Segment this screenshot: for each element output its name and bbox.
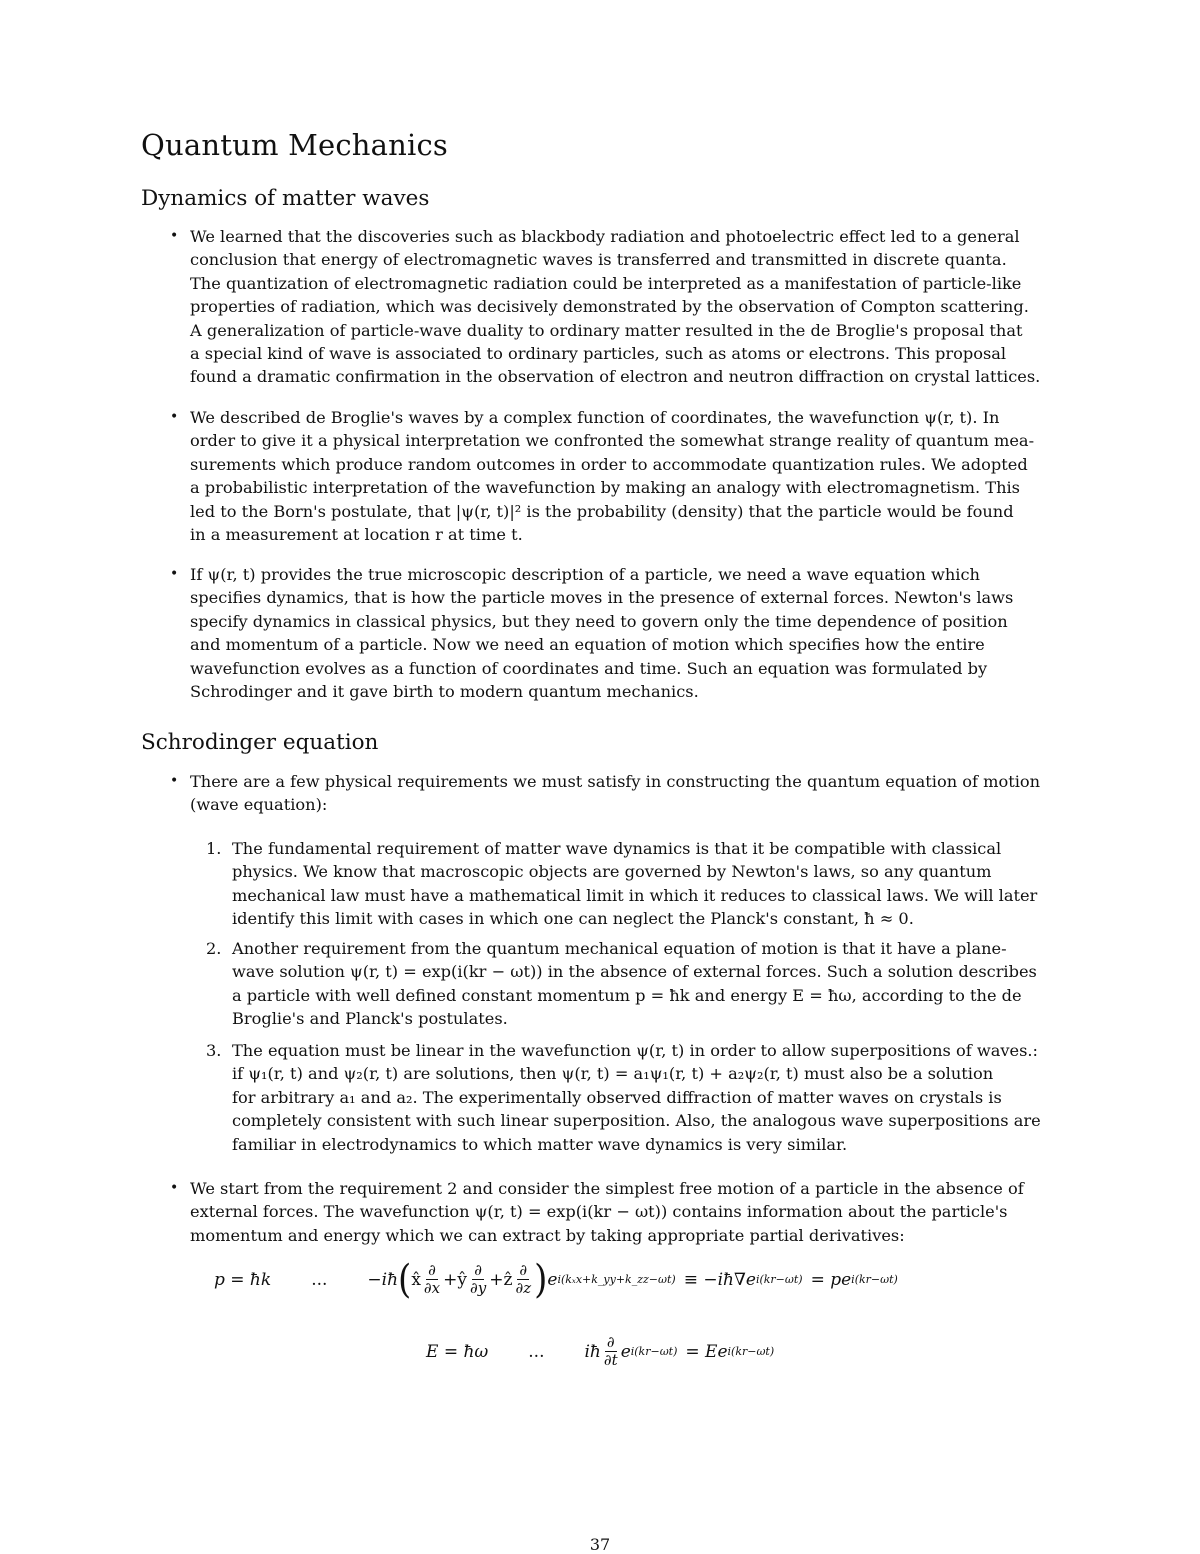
text-line: There are a few physical requirements we must satisfy in constructing the quantum equation of motion	[190, 772, 1041, 791]
bullet-icon: •	[170, 228, 179, 244]
requirement-3	[206, 1039, 1058, 1156]
text-line: specify dynamics in classical physics, but they need to govern only the time dependence of position	[190, 611, 1008, 631]
z-hat: ẑ	[503, 1269, 513, 1290]
equation-momentum: p = ħk ... −iħ ( x̂ $\frac{\partial}{\partial x}$ + ŷ $\frac{\partial}{\partial y}$ + ẑ $\frac{\partial}{\partial z}$ ) e i(kₓx+k_yy+k_zz−ωt) ≡ −iħ∇e i(kr−ωt) = pe i(kr−ωt)	[214, 1256, 898, 1303]
section-heading-dynamics: Dynamics of matter waves	[141, 186, 430, 211]
text-line: conclusion that energy of electromagnetic waves is transferred and transmitted in discrete quanta.	[190, 250, 1007, 270]
eq-rhs: = Ee	[685, 1341, 728, 1362]
bullet-paragraph-1	[170, 225, 1058, 389]
list-number: 3.	[206, 1041, 222, 1060]
left-paren-icon: (	[398, 1256, 412, 1303]
eq-lhs: E = ħω	[426, 1341, 489, 1362]
text-line: led to the Born's postulate, that |ψ(r, t)|² is the probability (density) that the particle would be found	[190, 501, 1014, 521]
exponent: i(kr−ωt)	[630, 1345, 678, 1358]
bullet-icon: •	[170, 1180, 179, 1196]
eq-lhs: p = ħk	[214, 1269, 272, 1290]
fraction-dx: $\frac{\partial}{\partial x}$	[423, 1261, 441, 1297]
text-line: A generalization of particle-wave duality to ordinary matter resulted in the de Broglie's proposal that	[190, 320, 1023, 340]
eq-prefix: −iħ	[367, 1269, 399, 1290]
bullet-paragraph-intro	[170, 770, 1058, 817]
list-number: 2.	[206, 939, 222, 958]
text-line: Another requirement from the quantum mechanical equation of motion is that it have a plane-	[232, 939, 1007, 958]
requirement-2	[206, 937, 1058, 1031]
plus: +	[443, 1269, 458, 1290]
text-line: Broglie's and Planck's postulates.	[232, 1009, 508, 1029]
text-line: a special kind of wave is associated to ordinary particles, such as atoms or electrons. This proposal	[190, 344, 1007, 364]
text-line: identify this limit with cases in which one can neglect the Planck's constant, ħ ≈ 0.	[232, 909, 914, 929]
eq-dots: ...	[528, 1341, 545, 1362]
exponent: i(kr−ωt)	[851, 1273, 898, 1286]
text-line: physics. We know that macroscopic objects are governed by Newton's laws, so any quantum	[232, 862, 992, 882]
text-line: completely consistent with such linear superposition. Also, the analogous wave superpositions are	[232, 1111, 1041, 1131]
text-line: external forces. The wavefunction ψ(r, t) = exp(i(kr − ωt)) contains information about the particle's	[190, 1202, 1008, 1222]
text-line: momentum and energy which we can extract by taking appropriate partial derivatives:	[190, 1225, 905, 1245]
right-paren-icon: )	[534, 1256, 548, 1303]
text-line: properties of radiation, which was decisively demonstrated by the observation of Compton scattering.	[190, 297, 1029, 317]
bullet-icon: •	[170, 409, 179, 425]
plus: +	[489, 1269, 504, 1290]
text-line: mechanical law must have a mathematical limit in which it reduces to classical laws. We will later	[232, 885, 1038, 905]
eq-rhs: = pe	[810, 1269, 852, 1290]
requirement-1	[206, 837, 1058, 931]
text-line: (wave equation):	[190, 795, 328, 815]
text-line: We start from the requirement 2 and consider the simplest free motion of a particle in the absence of	[190, 1179, 1024, 1198]
text-line: surements which produce random outcomes in order to accommodate quantization rules. We adopted	[190, 454, 1028, 474]
text-line: The quantization of electromagnetic radiation could be interpreted as a manifestation of particle-like	[190, 273, 1022, 293]
section-heading-schrodinger: Schrodinger equation	[141, 730, 379, 755]
text-line: for arbitrary a₁ and a₂. The experimentally observed diffraction of matter waves on crystals is	[232, 1087, 1002, 1107]
text-line: a probabilistic interpretation of the wavefunction by making an analogy with electromagnetism. This	[190, 478, 1020, 498]
y-hat: ŷ	[457, 1269, 467, 1290]
exponent: i(kr−ωt)	[727, 1345, 775, 1358]
eq-prefix: iħ	[584, 1341, 601, 1362]
fraction-dz: $\frac{\partial}{\partial z}$	[515, 1261, 532, 1297]
text-line: wavefunction evolves as a function of coordinates and time. Such an equation was formulated by	[190, 658, 988, 678]
text-line: and momentum of a particle. Now we need an equation of motion which specifies how the entire	[190, 635, 985, 655]
bullet-icon: •	[170, 566, 179, 582]
text-line: order to give it a physical interpretation we confronted the somewhat strange reality of quantum mea-	[190, 431, 1035, 451]
text-line: specifies dynamics, that is how the particle moves in the presence of external forces. Newton's laws	[190, 588, 1014, 608]
text-line: The equation must be linear in the wavefunction ψ(r, t) in order to allow superpositions of waves.:	[232, 1041, 1038, 1060]
text-line: wave solution ψ(r, t) = exp(i(kr − ωt)) in the absence of external forces. Such a solution describes	[232, 962, 1037, 982]
text-line: If ψ(r, t) provides the true microscopic description of a particle, we need a wave equation which	[190, 565, 980, 584]
text-line: We described de Broglie's waves by a complex function of coordinates, the wavefunction ψ(r, t). In	[190, 408, 1000, 427]
page-number: 37	[589, 1535, 611, 1554]
bullet-paragraph-last	[170, 1177, 1058, 1247]
text-line: We learned that the discoveries such as blackbody radiation and photoelectric effect led to a general	[190, 227, 1020, 246]
text-line: Schrodinger and it gave birth to modern quantum mechanics.	[190, 682, 699, 702]
bullet-paragraph-3	[170, 563, 1058, 703]
text-line: if ψ₁(r, t) and ψ₂(r, t) are solutions, then ψ(r, t) = a₁ψ₁(r, t) + a₂ψ₂(r, t) must also be a solution	[232, 1064, 994, 1084]
x-hat: x̂	[411, 1269, 421, 1290]
eq-mid: ≡ −iħ∇e	[683, 1269, 756, 1290]
fraction-dy: $\frac{\partial}{\partial y}$	[469, 1261, 487, 1297]
text-line: The fundamental requirement of matter wave dynamics is that it be compatible with classical	[232, 839, 1002, 858]
bullet-icon: •	[170, 773, 179, 789]
page-title: Quantum Mechanics	[141, 128, 449, 162]
text-line: a particle with well defined constant momentum p = ħk and energy E = ħω, according to the de	[232, 985, 1022, 1005]
bullet-paragraph-2	[170, 406, 1058, 546]
text-line: found a dramatic confirmation in the observation of electron and neutron diffraction on crystal lattices.	[190, 367, 1041, 387]
exponent: i(kₓx+k_yy+k_zz−ωt)	[557, 1273, 676, 1286]
exponent: i(kr−ωt)	[755, 1273, 803, 1286]
eq-dots: ...	[311, 1269, 328, 1290]
fraction-dt: $\frac{\partial}{\partial t}$	[603, 1333, 618, 1369]
equation-energy: E = ħω ... iħ $\frac{\partial}{\partial t}$ e i(kr−ωt) = Ee i(kr−ωt)	[426, 1333, 775, 1369]
list-number: 1.	[206, 839, 222, 858]
text-line: familiar in electrodynamics to which matter wave dynamics is very similar.	[232, 1134, 848, 1154]
text-line: in a measurement at location r at time t.	[190, 525, 523, 545]
